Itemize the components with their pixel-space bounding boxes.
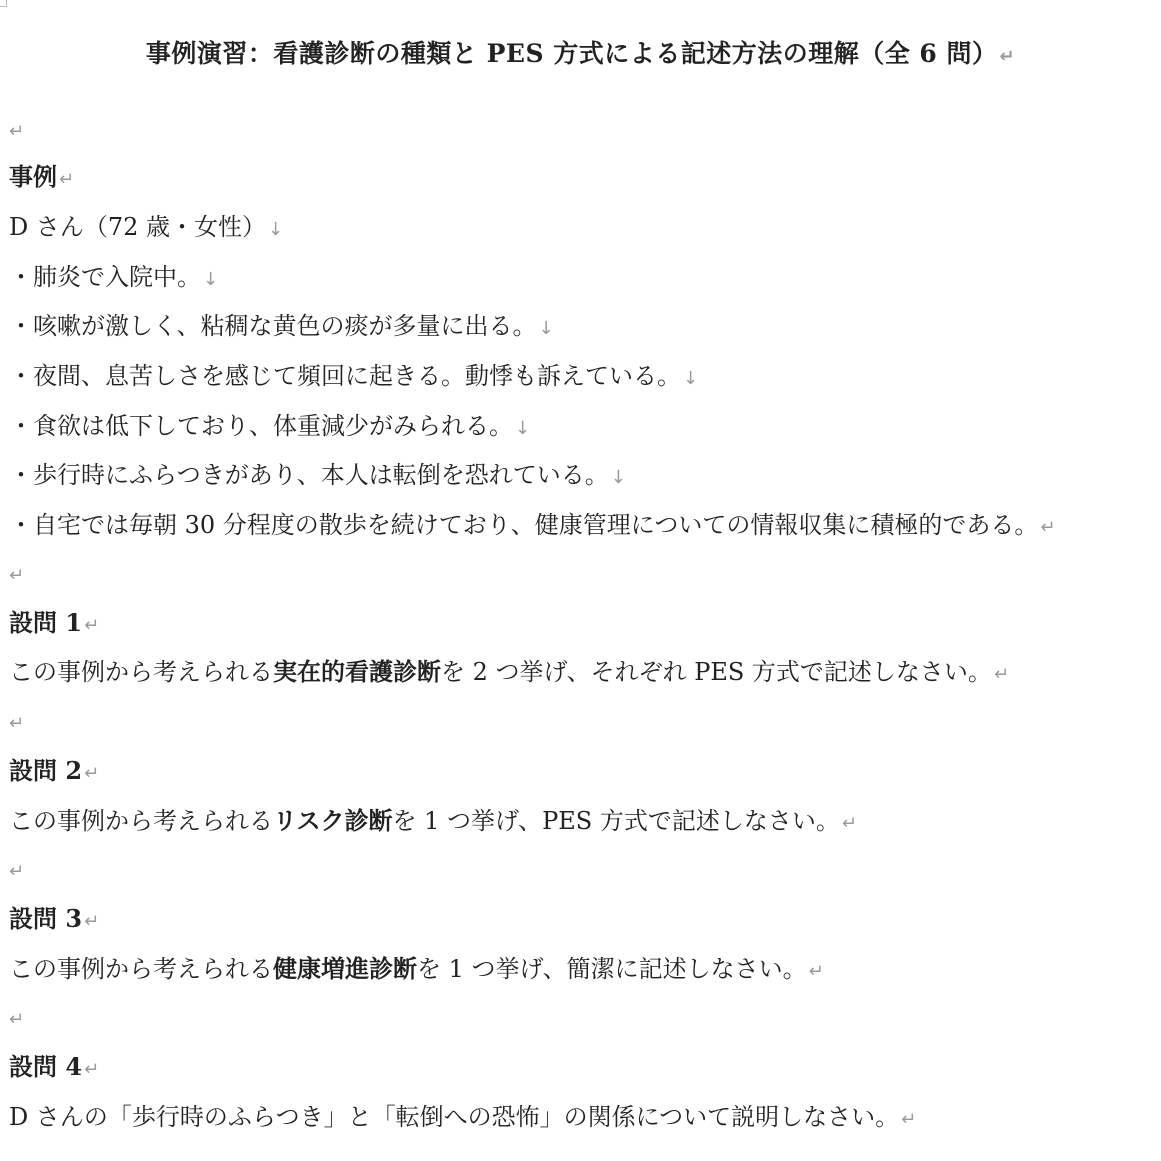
line-break-mark: ↓: [610, 467, 626, 488]
blank-line: [9, 114, 24, 147]
question-heading: [9, 1052, 99, 1085]
question-pre: D さんの「歩行時のふらつき」と「転倒への恐怖」の関係について説明しなさい。: [9, 1103, 900, 1131]
line-break-mark: ↓: [515, 418, 531, 439]
case-item: [9, 411, 530, 444]
question-post: を 1 つ挙げ、PES 方式で記述しなさい。: [392, 807, 840, 835]
line-break-mark: ↓: [538, 318, 554, 339]
patient-line: [9, 212, 283, 245]
question-heading: [9, 904, 99, 937]
case-item-text: ・夜間、息苦しさを感じて頻回に起きる。動悸も訴えている。: [9, 362, 681, 390]
question-pre: この事例から考えられる: [9, 658, 273, 686]
paragraph-mark: ↵: [9, 565, 25, 586]
question-pre: この事例から考えられる: [9, 955, 273, 983]
question-text: [9, 806, 857, 839]
question-text: [9, 1102, 916, 1135]
question-heading: [9, 608, 99, 641]
blank-line: [9, 558, 24, 591]
blank-line: [9, 706, 24, 739]
question-heading-text: 設問 2: [9, 756, 83, 785]
case-item-text: ・肺炎で入院中。: [9, 263, 201, 291]
case-item: [9, 311, 554, 344]
question-heading-text: 設問 4: [9, 1052, 83, 1081]
question-post: を 2 つ挙げ、それぞれ PES 方式で記述しなさい。: [441, 658, 992, 686]
line-break-mark: ↓: [683, 368, 699, 389]
question-post: を 1 つ挙げ、簡潔に記述しなさい。: [417, 955, 807, 983]
question-keyword: 健康増進診断: [273, 954, 417, 983]
case-item-text: ・自宅では毎朝 30 分程度の散歩を続けており、健康管理についての情報収集に積極的である。: [9, 511, 1039, 539]
case-item: [9, 460, 626, 493]
blank-line: [9, 1002, 24, 1035]
paragraph-mark: ↵: [84, 615, 100, 636]
case-heading: [9, 162, 74, 195]
line-break-mark: ↓: [203, 269, 219, 290]
case-item-text: ・咳嗽が激しく、粘稠な黄色の痰が多量に出る。: [9, 312, 537, 340]
case-item: [9, 361, 698, 394]
question-text: [9, 657, 1009, 690]
line-break-mark: ↓: [268, 219, 284, 240]
paragraph-mark: ↵: [9, 1009, 25, 1030]
case-item: [9, 262, 218, 295]
paragraph-mark: ↵: [9, 861, 25, 882]
case-item-text: ・歩行時にふらつきがあり、本人は転倒を恐れている。: [9, 461, 609, 489]
question-text: [9, 954, 824, 987]
paragraph-mark: ↵: [84, 1059, 100, 1080]
question-heading-text: 設問 1: [9, 608, 83, 637]
paragraph-mark: ↵: [9, 713, 25, 734]
case-heading-text: 事例: [9, 162, 57, 191]
question-heading-text: 設問 3: [9, 904, 83, 933]
paragraph-mark: ↵: [9, 121, 25, 142]
question-heading: [9, 756, 99, 789]
paragraph-mark: ↵: [1040, 517, 1056, 538]
page-corner-mark: [0, 0, 7, 7]
paragraph-mark: ↵: [901, 1109, 917, 1130]
paragraph-mark: ↵: [993, 664, 1010, 685]
paragraph-mark: ↵: [84, 763, 100, 784]
paragraph-mark: ↵: [808, 961, 824, 982]
title-text: 事例演習：看護診断の種類と PES 方式による記述方法の理解（全 6 問）: [145, 39, 998, 68]
case-item: [9, 510, 1055, 543]
question-keyword: 実在的看護診断: [273, 657, 441, 686]
document-title: [0, 34, 1161, 70]
paragraph-mark: ↵: [84, 911, 100, 932]
paragraph-mark: ↵: [59, 169, 75, 190]
paragraph-mark: ↵: [999, 46, 1016, 67]
question-pre: この事例から考えられる: [9, 807, 273, 835]
question-keyword: リスク診断: [273, 806, 393, 835]
patient-text: D さん（72 歳・女性）: [9, 213, 267, 241]
paragraph-mark: ↵: [841, 813, 857, 834]
case-item-text: ・食欲は低下しており、体重減少がみられる。: [9, 412, 513, 440]
blank-line: [9, 854, 24, 887]
